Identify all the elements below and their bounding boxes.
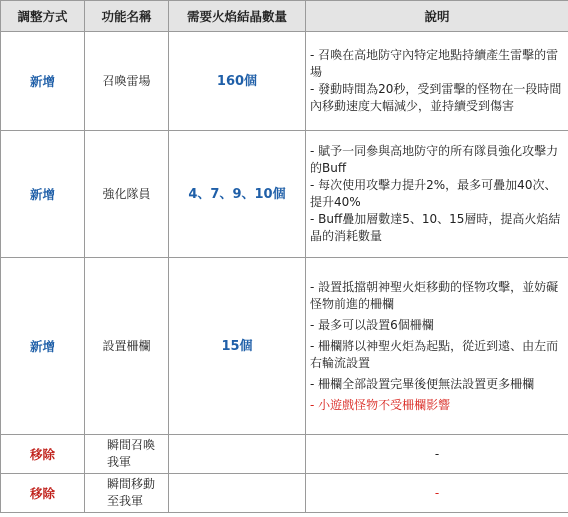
feature-name-cell: 召喚雷場 [85,32,169,131]
feature-name-cell: 強化隊員 [85,131,169,258]
description-line: - 設置抵擋朝神聖火炬移動的怪物攻擊，並妨礙怪物前進的柵欄 [310,279,559,311]
header-required-crystals: 需要火焰結晶數量 [169,1,306,32]
table-row [1,435,568,474]
header-feature-name: 功能名稱 [85,1,169,32]
description-line: - 發動時間為20秒，受到雷擊的怪物在一段時間內移動速度大幅減少，並持續受到傷害 [310,82,562,113]
adjust-type-cell: 新增 [1,32,85,131]
crystal-cost-cell: 4、7、9、10個 [169,131,306,258]
description-line: - 每次使用攻擊力提升2%，最多可疊加40次、提升40% [310,178,557,209]
description-line: - 召喚在高地防守內特定地點持續產生雷擊的雷場 [310,48,559,79]
header-row [1,1,568,32]
feature-name-cell: 瞬間召喚我軍 [85,435,169,474]
description-line: - Buff疊加層數達5、10、15層時，提高火焰結晶的消耗數量 [310,212,561,243]
description-cell: - [306,435,568,474]
crystal-cost-cell [169,474,306,513]
table-row [1,258,568,435]
crystal-cost-cell: 160個 [169,32,306,131]
description-line: - 最多可以設置6個柵欄 [310,317,434,332]
adjust-type-cell: 移除 [1,474,85,513]
table-row [1,131,568,258]
adjust-type-cell: 新增 [1,258,85,435]
description-cell [306,131,568,258]
adjust-type-cell: 新增 [1,131,85,258]
table-row [1,474,568,513]
header-description: 說明 [306,1,568,32]
description-note: - 小遊戲怪物不受柵欄影響 [310,397,451,412]
description-cell [306,258,568,435]
feature-name-cell: 設置柵欄 [85,258,169,435]
description-line: - 柵欄全部設置完畢後便無法設置更多柵欄 [310,376,535,391]
feature-name-cell: 瞬間移動至我軍 [85,474,169,513]
description-line: - 賦予一同參與高地防守的所有隊員強化攻擊力的Buff [310,144,559,175]
adjust-type-cell: 移除 [1,435,85,474]
description-cell: - [306,474,568,513]
description-cell [306,32,568,131]
crystal-cost-cell [169,435,306,474]
description-line: - 柵欄將以神聖火炬為起點，從近到遠、由左而右輪流設置 [310,338,559,370]
crystal-cost-cell: 15個 [169,258,306,435]
table-row [1,32,568,131]
header-adjust-type: 調整方式 [1,1,85,32]
